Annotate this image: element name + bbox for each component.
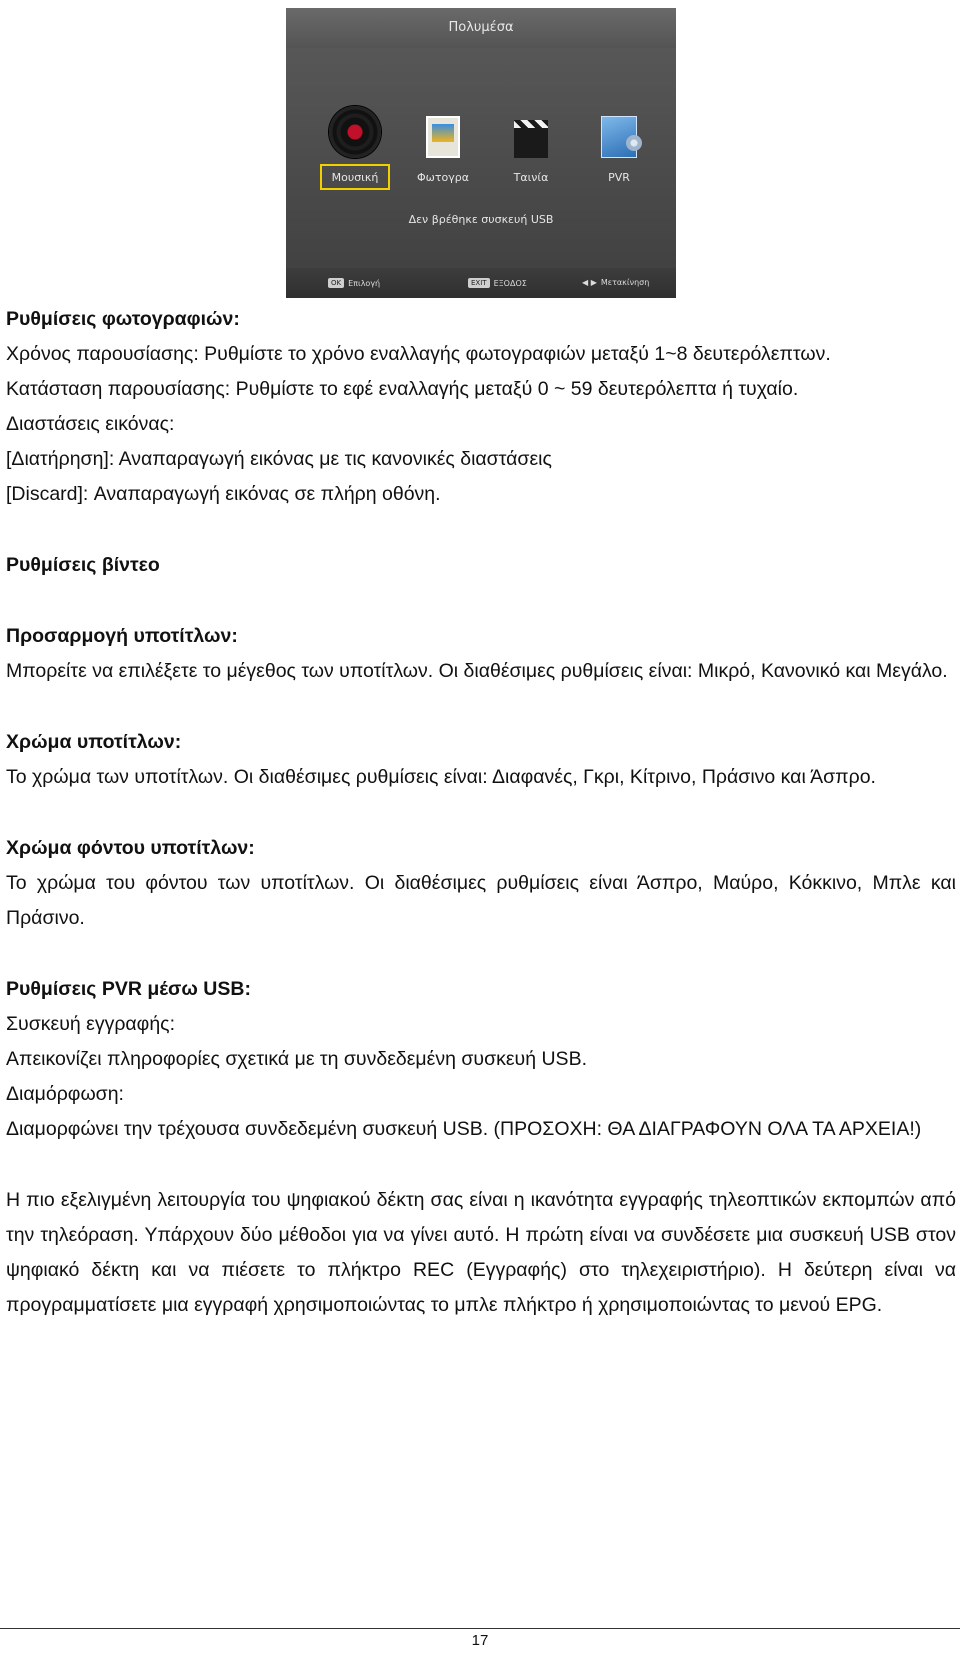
photo-settings-heading: Ρυθμίσεις φωτογραφιών: [6, 308, 240, 330]
clapperboard-icon [514, 128, 548, 158]
recording-paragraph: Η πιο εξελιγμένη λειτουργία του ψηφιακού δέκτη σας είναι η ικανότητα εγγραφής τηλεοπτικών εκπομπών από την τηλεόραση. Υπάρχουν δύο μέθοδοι για να γίνει αυτό. Η πρώτη είναι να συνδέσετε μια συσκευή USB στον ψηφιακό δέκτη και να πιέσετε το πλήκτρο REC (Εγγραφής) στο τηλεχειριστήριο). Η δεύτερη είναι να προγραμματίσετε μια εγγραφή χρησιμοποιώντας το μπλε πλήκτρο ή χρησιμοποιώντας το μενού EPG. [6, 1189, 956, 1316]
arrow-keys-icon: ◀ ▶ [582, 278, 597, 287]
hint-label: Επιλογή [348, 278, 381, 288]
slide-time-text: Χρόνος παρουσίασης: Ρυθμίστε το χρόνο εναλλαγής φωτογραφιών μεταξύ 1~8 δευτερόλεπτων. [6, 343, 831, 365]
subtitle-size-text: Μπορείτε να επιλέξετε το μέγεθος των υποτίτλων. Οι διαθέσιμες ρυθμίσεις είναι: Μικρό, Κανονικό και Μεγάλο. [6, 660, 948, 682]
hint-move [582, 278, 649, 287]
subtitle-size-heading: Προσαρμογή υποτίτλων: [6, 625, 238, 647]
hint-label: ΕΞΟΔΟΣ [493, 278, 527, 288]
menu-item-pvr[interactable] [584, 80, 654, 190]
menu-item-label: Ταινία [513, 171, 549, 184]
media-items-row [320, 80, 660, 190]
menu-item-label: PVR [608, 171, 630, 184]
menu-item-label: Μουσική [320, 164, 390, 190]
vinyl-record-icon [329, 106, 381, 158]
menu-item-movie[interactable] [496, 80, 566, 190]
menu-item-photo[interactable] [408, 80, 478, 190]
no-usb-message: Δεν βρέθηκε συσκευή USB [408, 213, 554, 226]
subtitle-bg-heading: Χρώμα φόντου υποτίτλων: [6, 837, 255, 859]
page-number: 17 [471, 1632, 489, 1649]
video-settings-heading: Ρυθμίσεις βίντεο [6, 554, 160, 576]
subtitle-color-heading: Χρώμα υποτίτλων: [6, 731, 182, 753]
aspect-keep-text: [Διατήρηση]: Αναπαραγωγή εικόνας με τις κανονικές διαστάσεις [6, 448, 552, 470]
menu-item-music[interactable] [320, 80, 390, 190]
slide-mode-text: Κατάσταση παρουσίασης: Ρυθμίστε το εφέ εναλλαγής μεταξύ 0 ~ 59 δευτερόλεπτα ή τυχαίο. [6, 378, 799, 400]
document-body [6, 302, 956, 1323]
tv-menu-title: Πολυμέσα [448, 20, 514, 35]
subtitle-color-text: Το χρώμα των υποτίτλων. Οι διαθέσιμες ρυθμίσεις είναι: Διαφανές, Γκρι, Κίτρινο, Πράσινο και Άσπρο. [6, 766, 876, 788]
photo-icon [426, 116, 460, 158]
pvr-format-title: Διαμόρφωση: [6, 1083, 124, 1105]
hint-select [328, 278, 380, 288]
hint-exit [468, 278, 527, 288]
pvr-device-text: Απεικονίζει πληροφορίες σχετικά με τη συνδεδεμένη συσκευή USB. [6, 1048, 587, 1070]
hint-label: Μετακίνηση [600, 278, 650, 287]
tv-hint-bar [286, 268, 676, 298]
footer-divider [0, 1628, 960, 1629]
multimedia-menu-screenshot [286, 8, 676, 298]
pvr-disk-icon [601, 116, 637, 158]
aspect-title: Διαστάσεις εικόνας: [6, 413, 175, 435]
pvr-format-text: Διαμορφώνει την τρέχουσα συνδεδεμένη συσκευή USB. (ΠΡΟΣΟΧΗ: ΘΑ ΔΙΑΓΡΑΦΟΥΝ ΟΛΑ ΤΑ ΑΡΧΕΙΑ!) [6, 1118, 922, 1140]
pvr-device-title: Συσκευή εγγραφής: [6, 1013, 175, 1035]
ok-key-icon: OK [328, 278, 344, 288]
exit-key-icon: EXIT [468, 278, 490, 288]
subtitle-bg-text: Το χρώμα του φόντου των υποτίτλων. Οι διαθέσιμες ρυθμίσεις είναι Άσπρο, Μαύρο, Κόκκινο, Μπλε και Πράσινο. [6, 872, 956, 929]
aspect-discard-text: [Discard]: Αναπαραγωγή εικόνας σε πλήρη οθόνη. [6, 483, 441, 505]
menu-item-label: Φωτογρα [417, 171, 469, 184]
pvr-settings-heading: Ρυθμίσεις PVR μέσω USB: [6, 978, 251, 1000]
tv-title-bar [286, 8, 676, 48]
